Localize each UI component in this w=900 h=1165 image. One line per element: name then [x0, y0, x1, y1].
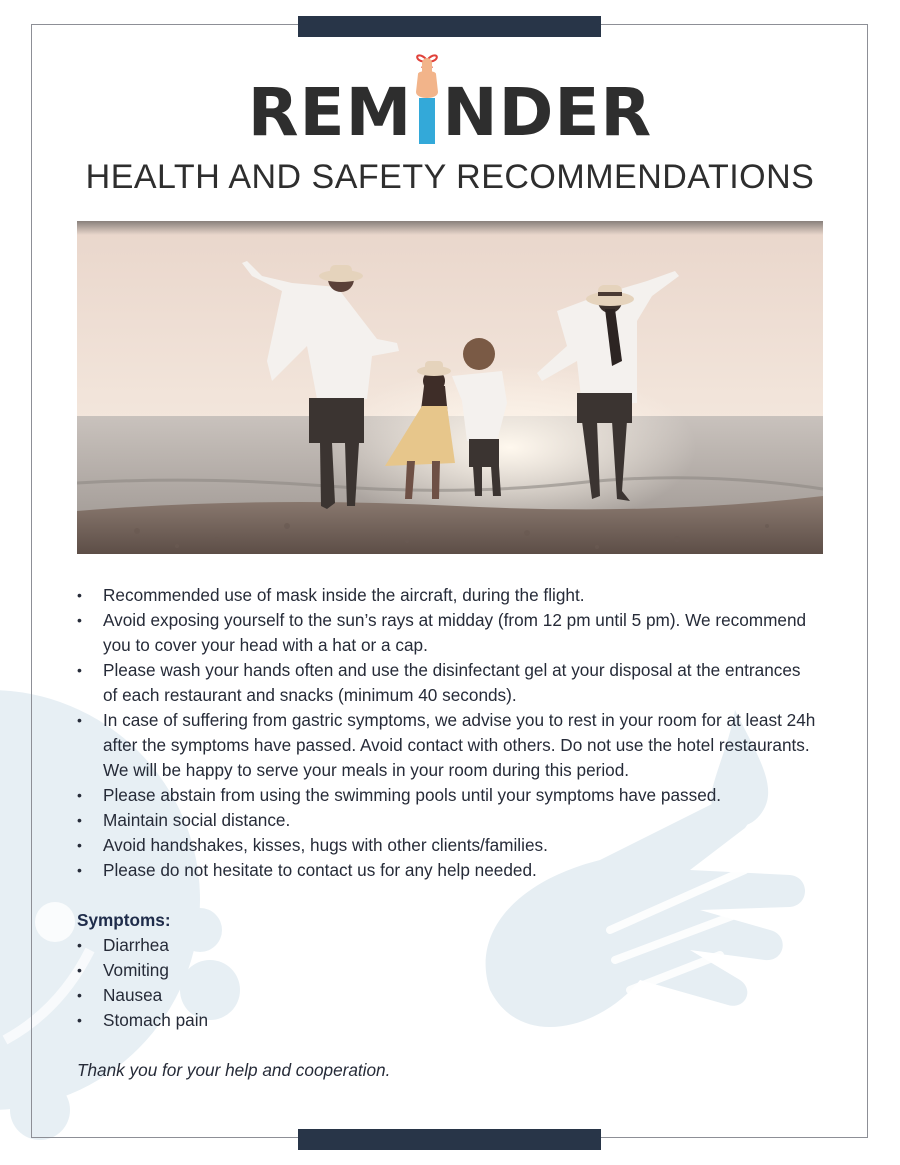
list-item: • Please do not hesitate to contact us for any help needed. [77, 858, 817, 883]
symptoms-list [77, 933, 817, 1033]
closing-note: Thank you for your help and cooperation. [77, 1060, 391, 1080]
recommendations-content [77, 583, 817, 1083]
list-item: • Stomach pain [77, 1008, 817, 1033]
list-item: • Diarrhea [77, 933, 817, 958]
list-item: • Avoid handshakes, kisses, hugs with other clients/families. [77, 833, 817, 858]
bottom-accent-bar [298, 1129, 601, 1150]
list-item: • Avoid exposing yourself to the sun’s rays at midday (from 12 pm until 5 pm). We recommend you to cover your head with a hat or a cap. [77, 608, 817, 658]
title-part-2: NDER [442, 74, 653, 151]
list-item: • Please abstain from using the swimming pools until your symptoms have passed. [77, 783, 817, 808]
reminder-title [0, 74, 900, 151]
recommendations-list [77, 583, 817, 883]
list-item: • Nausea [77, 983, 817, 1008]
top-accent-bar [298, 16, 601, 37]
list-item: • Please wash your hands often and use the disinfectant gel at your disposal at the entrances of each restaurant and snacks (minimum 40 seconds). [77, 658, 817, 708]
list-item: • Vomiting [77, 958, 817, 983]
title-part-1: REM [247, 74, 413, 151]
list-item: • Maintain social distance. [77, 808, 817, 833]
symptoms-heading: Symptoms: [77, 910, 171, 930]
page-subtitle: HEALTH AND SAFETY RECOMMENDATIONS [85, 158, 815, 196]
list-item: • In case of suffering from gastric symptoms, we advise you to rest in your room for at least 24h after the symptoms have passed. Avoid contact with others. Do not use the hotel restaurants. We will be happy to serve your meals in your room during this period. [77, 708, 817, 783]
list-item: • Recommended use of mask inside the aircraft, during the flight. [77, 583, 817, 608]
finger-with-string-icon [416, 78, 438, 148]
family-beach-photo [77, 221, 823, 554]
